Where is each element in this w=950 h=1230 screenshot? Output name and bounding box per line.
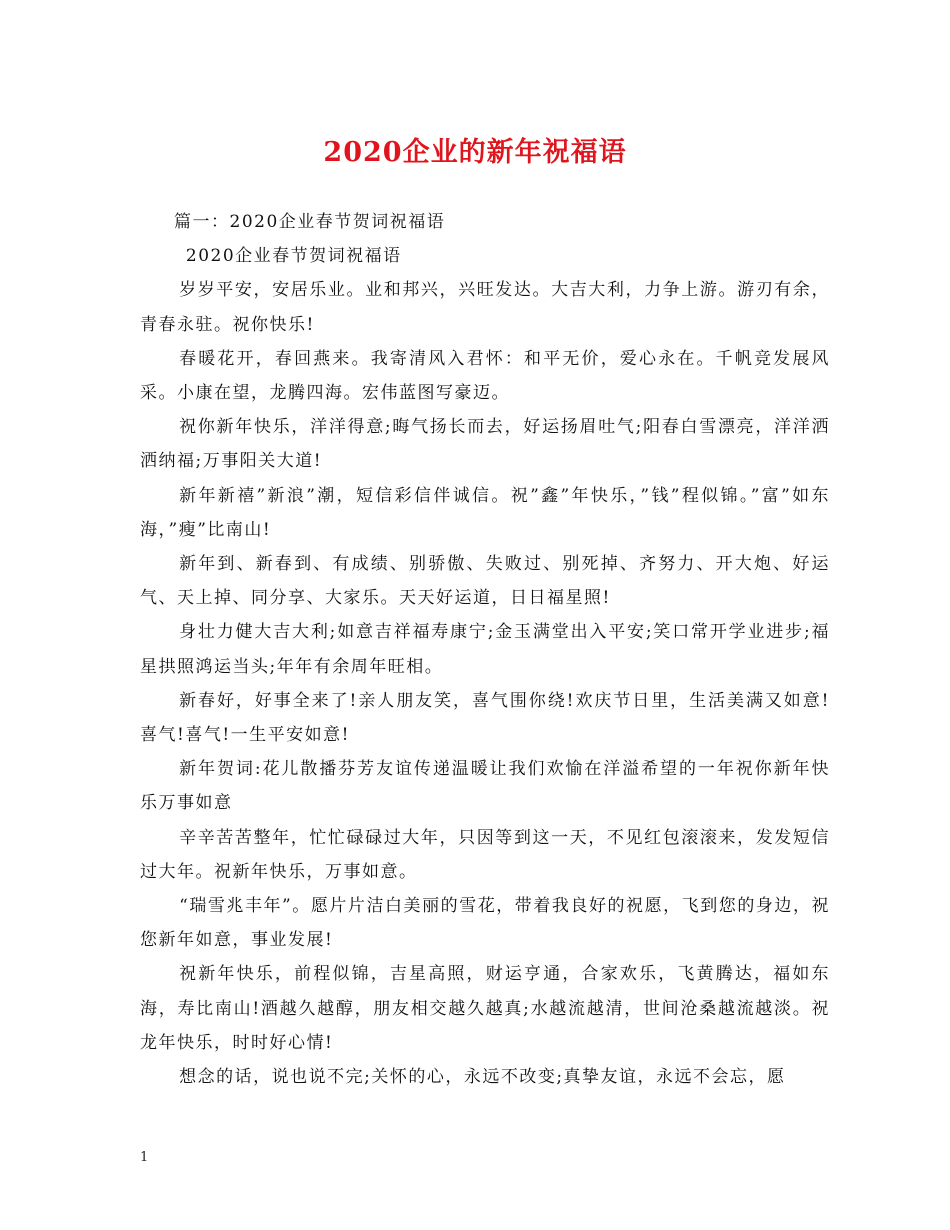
paragraph: 祝你新年快乐，洋洋得意;晦气扬长而去，好运扬眉吐气;阳春白雪漂亮，洋洋洒洒纳福;万事阳关大道!	[140, 417, 830, 472]
document-body	[140, 205, 830, 1094]
paragraph: 新春好，好事全来了!亲人朋友笑，喜气围你绕!欢庆节日里，生活美满又如意!喜气!喜气!一生平安如意!	[140, 690, 830, 746]
paragraph: 祝新年快乐，前程似锦，吉星高照，财运亨通，合家欢乐，飞黄腾达，福如东海，寿比南山!酒越久越醇，朋友相交越久越真;水越流越清，世间沧桑越流越淡。祝龙年快乐，时时好心情!	[140, 964, 830, 1053]
sub-heading: 2020企业春节贺词祝福语	[185, 246, 402, 267]
document-title: 2020企业的新年祝福语	[323, 137, 627, 168]
paragraph: 岁岁平安，安居乐业。业和邦兴，兴旺发达。大吉大利，力争上游。游刃有余，青春永驻。祝你快乐!	[140, 280, 830, 335]
paragraph: 春暖花开，春回燕来。我寄清风入君怀：和平无价，爱心永在。千帆竞发展风采。小康在望，龙腾四海。宏伟蓝图写豪迈。	[140, 348, 830, 404]
paragraph: “瑞雪兆丰年”。愿片片洁白美丽的雪花，带着我良好的祝愿，飞到您的身边，祝您新年如意，事业发展!	[140, 896, 830, 951]
paragraph: 新年新禧”新浪”潮，短信彩信伴诚信。祝”鑫”年快乐，”钱”程似锦。”富”如东海，”瘦”比南山!	[140, 485, 830, 540]
paragraph: 新年贺词:花儿散播芬芳友谊传递温暖让我们欢愉在洋溢希望的一年祝你新年快乐万事如意	[140, 759, 830, 814]
page-number: 1	[140, 1150, 149, 1165]
section-heading: 篇一：2020企业春节贺词祝福语	[174, 212, 446, 232]
paragraph: 身壮力健大吉大利;如意吉祥福寿康宁;金玉满堂出入平安;笑口常开学业进步;福星拱照鸿运当头;年年有余周年旺相。	[140, 622, 830, 677]
paragraph: 新年到、新春到、有成绩、别骄傲、失败过、别死掉、齐努力、开大炮、好运气、天上掉、同分享、大家乐。天天好运道，日日福星照!	[140, 554, 830, 609]
paragraph: 辛辛苦苦整年，忙忙碌碌过大年，只因等到这一天，不见红包滚滚来，发发短信过大年。祝新年快乐，万事如意。	[140, 827, 830, 882]
paragraph: 想念的话，说也说不完;关怀的心，永远不改变;真挚友谊，永远不会忘，愿	[179, 1067, 786, 1088]
